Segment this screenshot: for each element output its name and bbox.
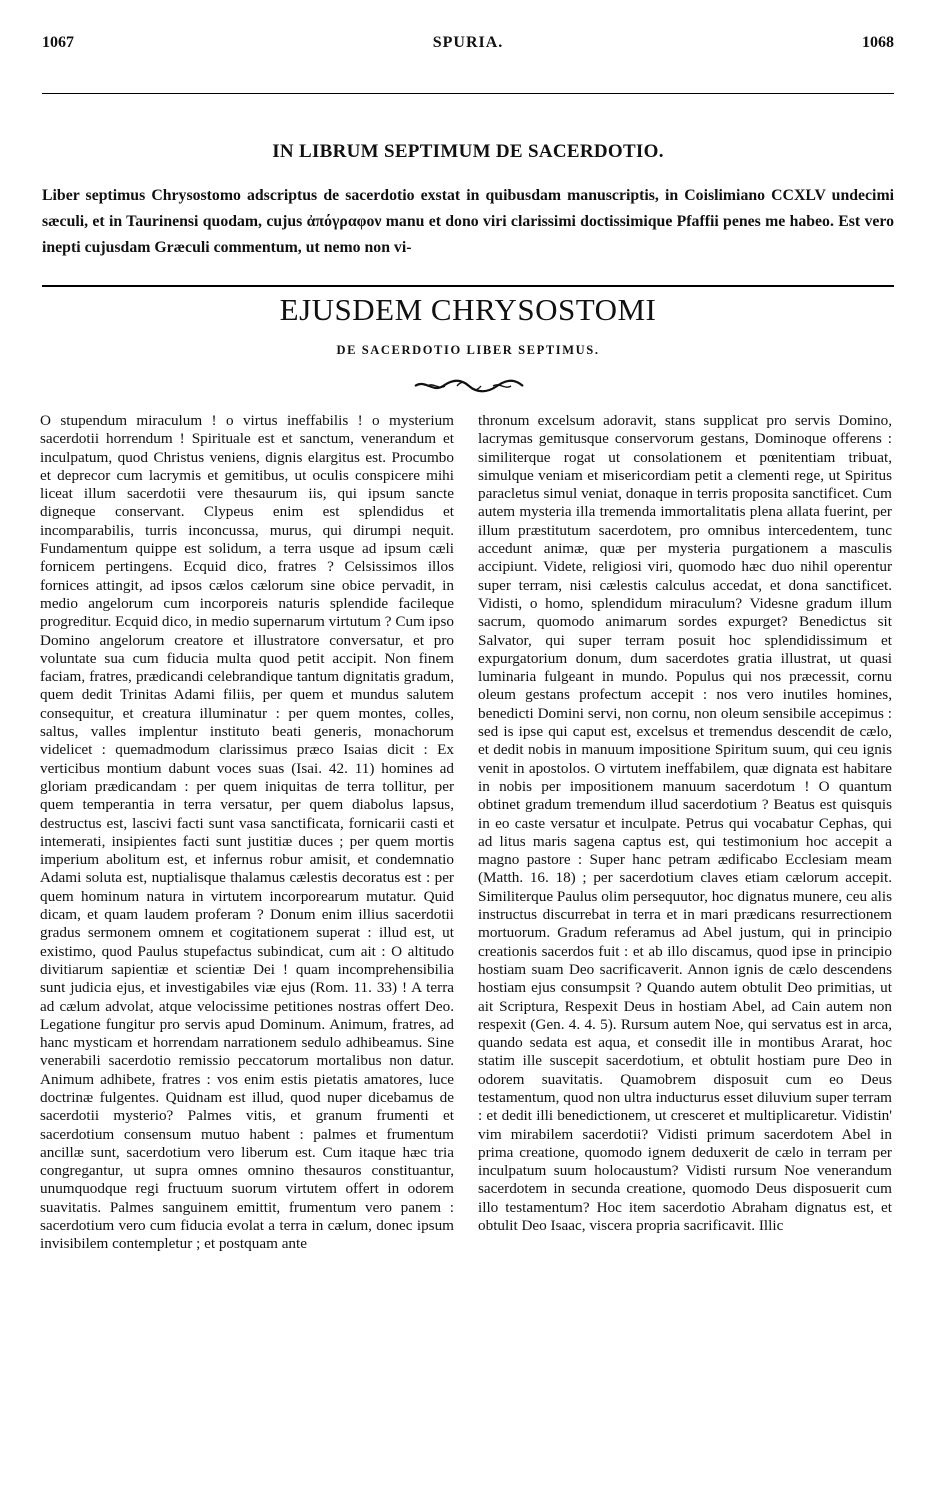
- header-rule: [42, 93, 894, 94]
- subtitle: DE SACERDOTIO LIBER SEPTIMUS.: [336, 343, 600, 357]
- note-text: Liber septimus Chrysostomo adscriptus de sacerdotio exstat in quibusdam manuscriptis, in Coislimiano CCXLV undecimi sæculi, et in Taurinensi quodam, cujus ἀπόγραφον manu et dono viri clarissimi doctissimique Pfaffii penes me habeo. Est vero inepti cujusdam Græculi commentum, ut nemo non vi-: [42, 187, 894, 256]
- note-heading: IN LIBRUM SEPTIMUM DE SACERDOTIO.: [272, 141, 664, 162]
- column-right-text: thronum excelsum adoravit, stans supplicat pro servis Domino, lacrymas gemitusque conservorum gestans, Dominoque offerens : similiterque rogat ut consolationem et pœnitentiam tribuat, simulque veniam et misericordiam petit a clementi rege, ut Spiritus paracletus simul veniat, donaque in terris proposita sanctificet. Cum autem mysteria illa tremenda immortalitatis plena allata fuerint, per illum præstitutum sacerdotem, pro omnibus intercedentem, tunc accedunt animæ, quæ per mysteria purgationem a masculis accipiunt. Videte, religiosi viri, quomodo hæc duo nihil operentur super terram, nisi cælestis calculus accedat, et dona sanctificet. Vidisti, o homo, splendidum miraculum? Videsne gradum illum sacrum, quomodo animarum sordes expurget? Benedictus sit Salvator, qui super terram posuit hoc splendidissimum et expurgatorium donum, dum sacerdotes gratia illustrat, ut quasi luminaria fulgeant in mundo. Populus qui nos præcessit, cornu oleum gestans profectum accepit : nos vero inutiles homines, benedicti Domini servi, non cornu, non oleum sensibile accepimus : sed is ipse qui caput est, excelsus et tremendus descendit de cælo, et dedit nobis in manuum impositione Spiritum suum, qui ceu ignis venit in apostolos. O virtutem ineffabilem, quæ dignata est habitare in nobis per impositionem manuum sacerdotum ! O quantum obtinet gradum tremendum illud sacerdotium ? Beatus est quisquis in eo caste versatur et inculpate. Petrus qui vocabatur Cephas, qui ad litus maris sagena captus est, qui testimonium hoc accepit a magno pastore : Super hanc petram ædificabo Ecclesiam meam (Matth. 16. 18) ; per sacerdotium claves etiam cælorum accepit. Similiterque Paulus olim persequutor, hoc dignatus munere, ceu alis instructus discurrebat in terra et in mari prædicans resurrectionem mortuorum. Gradum referamus ad Abel justum, qui in principio creationis sacerdos fuit : et ab illo discamus, quod ipse in principio hostiam suam Deo sacrificaverit. Annon ignis de cælo descendens hostiam ejus consumpsit ? Quando autem obtulit Deo primitias, ut ait Scriptura, Respexit Deus in hostiam Abel, ad Cain autem non respexit (Gen. 4. 4. 5). Rursum autem Noe, qui servatus est in arca, quando sedata est aqua, et consedit ille in montibus Ararat, hoc statim ille suscepit sacerdotium, et obtulit hostiam pure Deo in odorem suavitatis. Quamobrem disposuit cum eo Deus testamentum, quod non ultra inducturus esset diluvium super terram : et dedit illi benedictionem, ut cresceret et multiplicaretur. Vidistin' vim mirabilem sacerdotii? Vidisti primum sacerdotem Abel in prima creatione, quomodo ignem deduxerit de cælo in terram per inculpatum suum holocaustum? Vidisti rursum Noe venerandum sacerdotem in secunda creatione, quomodo Deus disposuerit cum illo testamentum? Hoc item sacerdotio Abraham dignatus est, et obtulit Deo Isaac, viscera propria sacrificavit. Illic: [478, 412, 892, 1235]
- section-rule: [42, 285, 894, 287]
- ornament-icon: [413, 376, 525, 396]
- text-column-left: [40, 412, 454, 1254]
- page-number-left: 1067: [42, 34, 74, 51]
- text-column-right: [478, 412, 892, 1235]
- main-title: EJUSDEM CHRYSOSTOMI: [279, 292, 657, 327]
- column-left-text: O stupendum miraculum ! o virtus ineffabilis ! o mysterium sacerdotii horrendum ! Spirituale est et sanctum, venerandum et inculpatum, quod Christus veniens, dignis elargitus est. Procumbo et deprecor cum lacrymis et gemitibus, ut oculis conspicere mihi liceat illum sacerdotii vere thesaurum iis, qui ipsum sancte digneque conservant. Clypeus enim est splendidus et incomparabilis, turris inconcussa, murus, qui dirumpi nequit. Fundamentum quippe est solidum, a terra usque ad ipsum cæli fornicem pertingens. Ecquid dico, fratres ? Celsissimos illos fornices attingit, ad ipsos cælos cælorum sine obice pervadit, in medio angelorum cum incorporeis naturis splendide facileque progreditur. Ecquid dico, in medio supernarum virtutum ? Cum ipso Domino angelorum creatore et illustratore conversatur, et pro voluntate sua cum fiducia multa quod petit accipit. Non finem faciam, fratres, prædicandi celebrandique tantum dignitatis gradum, quem dedit Trinitas Adami filiis, per quem et mundus salutem consequitur, et creatura illuminatur : per quem montes, colles, saltus, valles implentur instituto beati generis, monachorum videlicet : quemadmodum clarissimus præco Isaias dicit : Ex verticibus montium dabunt voces suas (Isai. 42. 11) homines ad gloriam prædicandam : per quem iniquitas de terra tollitur, per quem temperantia in terra versatur, per quem diabolus lapsus, destructus est, lascivi facti sunt vasa sanctificata, fornicarii casti et intemerati, insipientes facti sunt justitiæ duces ; per quem mortis imperium abolitum est, et infernus robur amisit, et condemnatio Adami soluta est, nuptialisque thalamus cælestis decoratus est : per quem hominum natura in virtutem incorporearum mutatur. Quid dicam, et quam laudem proferam ? Donum enim illius sacerdotii gradus sermonem omnem et cogitationem superat : illud est, ut existimo, quod Paulus stupefactus subindicat, cum ait : O altitudo divitiarum sapientiæ et scientiæ Dei ! quam incomprehensibilia sunt judicia ejus, et investigabiles viæ ejus (Rom. 11. 33) ! A terra ad cælum advolat, atque velocissime petitiones nostras offert Deo. Legatione fungitur pro servis apud Dominum. Animum, fratres, ad hanc mysticam et horrendam narrationem sedulo adhibeamus. Sine venerabili sacerdotio remissio peccatorum mortalibus non datur. Animum adhibete, fratres : vos enim estis pietatis amatores, luce doctrinæ fulgentes. Quidnam est illud, quod nuper dicebamus de sacerdotii mysterio? Palmes vitis, et granum frumenti et sacerdotium consensum mutuo habent : palmes et frumentum ancillæ sunt, sacerdotium vero liberum est. Cum itaque hæc tria congregantur, ut supra omnes omnino thesauros constituantur, unumquodque regi fructuum suorum virtutem offert in odorem suavitatis. Palmes sanguinem emittit, frumentum vero panem : sacerdotium vero cum fiducia evolat a terra in cælum, donec ipsum invisibilem contempletur ; et postquam ante: [40, 412, 454, 1253]
- page-number-right: 1068: [862, 34, 894, 51]
- page-header: [42, 34, 894, 56]
- running-title: SPURIA.: [432, 34, 504, 51]
